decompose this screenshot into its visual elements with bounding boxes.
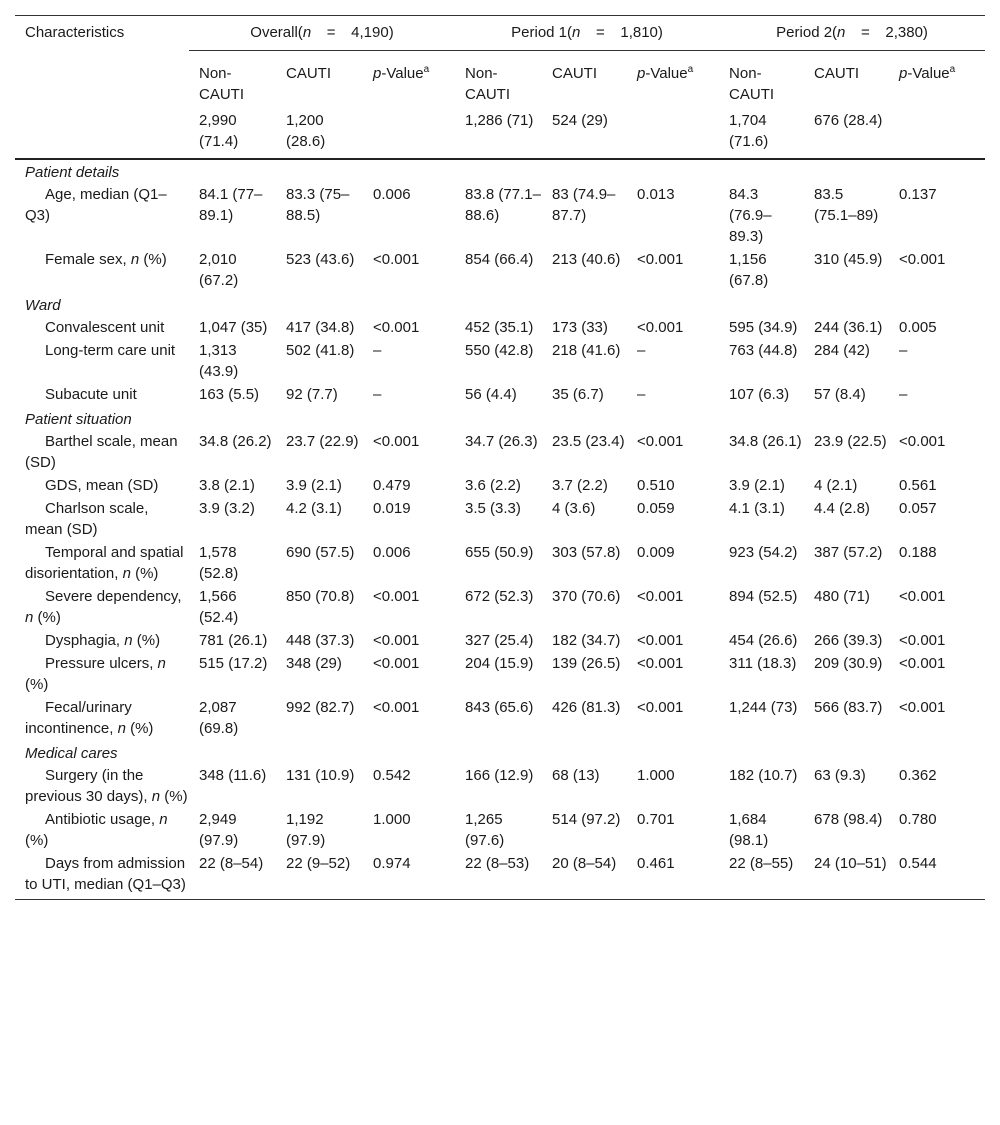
value-cell: 163 (5.5): [199, 386, 260, 403]
value-cell: 515 (17.2): [199, 655, 268, 672]
characteristics-header: Characteristics: [15, 16, 189, 58]
p-value-cell: 0.137: [899, 186, 937, 203]
value-cell: 311 (18.3): [729, 655, 797, 672]
p-value-cell: <0.001: [637, 588, 684, 605]
value-cell: 1,265 (97.6): [465, 811, 505, 849]
table-row: [15, 384, 985, 407]
value-cell: 34.7 (26.3): [465, 433, 538, 450]
value-cell: 3.6 (2.2): [465, 477, 521, 494]
p-value-cell: 0.561: [899, 477, 937, 494]
value-cell: 678 (98.4): [814, 811, 883, 828]
table-row: [15, 630, 985, 653]
value-cell: 1,313 (43.9): [199, 342, 239, 380]
value-cell: 348 (11.6): [199, 767, 267, 784]
value-cell: 894 (52.5): [729, 588, 798, 605]
count-cell: 2,990 (71.4): [189, 110, 276, 159]
value-cell: 173 (33): [552, 319, 608, 336]
value-cell: 672 (52.3): [465, 588, 534, 605]
value-cell: 92 (7.7): [286, 386, 338, 403]
value-cell: 502 (41.8): [286, 342, 355, 359]
value-cell: 131 (10.9): [286, 767, 355, 784]
p-value-cell: 0.006: [373, 544, 411, 561]
row-label: Temporal and spatial disorientation, n (%): [25, 544, 184, 582]
section-title: Patient details: [25, 164, 120, 181]
row-label: Dysphagia, n (%): [45, 632, 161, 649]
count-cell: 1,200 (28.6): [276, 110, 363, 159]
p-value-cell: <0.001: [373, 588, 420, 605]
count-empty: [15, 110, 189, 159]
p-value-cell: 0.974: [363, 853, 455, 900]
value-cell: 2,010 (67.2): [199, 251, 239, 289]
p-value-cell: –: [899, 342, 908, 359]
row-label: Barthel scale, mean (SD): [25, 433, 178, 471]
value-cell: 34.8 (26.2): [199, 433, 272, 450]
value-cell: 57 (8.4): [814, 386, 866, 403]
row-label: Charlson scale, mean (SD): [25, 500, 149, 538]
row-label: Surgery (in the previous 30 days), n (%): [25, 767, 188, 805]
value-cell: 480 (71): [814, 588, 870, 605]
value-cell: 139 (26.5): [552, 655, 621, 672]
value-cell: 523 (43.6): [286, 251, 355, 268]
p-value-cell: <0.001: [373, 699, 420, 716]
value-cell: 22 (8–55): [719, 853, 804, 900]
value-cell: 992 (82.7): [286, 699, 355, 716]
value-cell: 83 (74.9–87.7): [552, 186, 616, 224]
count-cell: [363, 110, 455, 159]
value-cell: 4.2 (3.1): [286, 500, 342, 517]
table-row: [15, 542, 985, 586]
value-cell: 303 (57.8): [552, 544, 621, 561]
p-value-cell: <0.001: [373, 655, 420, 672]
table-header: [15, 16, 985, 160]
value-cell: 1,566 (52.4): [199, 588, 239, 626]
p-value-cell: 0.701: [637, 811, 675, 828]
row-label: Long-term care unit: [45, 342, 176, 359]
value-cell: 182 (34.7): [552, 632, 621, 649]
p-value-cell: 0.362: [899, 767, 937, 784]
value-cell: 20 (8–54): [542, 853, 627, 900]
p-value-cell: <0.001: [899, 632, 946, 649]
value-cell: 1,192 (97.9): [286, 811, 326, 849]
p-value-cell: 0.479: [373, 477, 411, 494]
row-label: Severe dependency, n (%): [25, 588, 182, 626]
value-cell: 218 (41.6): [552, 342, 621, 359]
value-cell: 514 (97.2): [552, 811, 621, 828]
value-cell: 34.8 (26.1): [729, 433, 802, 450]
value-cell: 426 (81.3): [552, 699, 621, 716]
value-cell: 22 (9–52): [276, 853, 363, 900]
subheader-cauti: CAUTI: [814, 65, 860, 82]
value-cell: 22 (8–53): [455, 853, 542, 900]
value-cell: 3.9 (2.1): [286, 477, 342, 494]
table-row: [15, 809, 985, 853]
p-value-cell: –: [637, 386, 646, 403]
row-label: Convalescent unit: [45, 319, 165, 336]
value-cell: 182 (10.7): [729, 767, 798, 784]
value-cell: 4.4 (2.8): [814, 500, 870, 517]
section-header-row: [15, 741, 985, 765]
row-label: Pressure ulcers, n (%): [25, 655, 166, 693]
value-cell: 655 (50.9): [465, 544, 534, 561]
value-cell: 204 (15.9): [465, 655, 534, 672]
table-row: [15, 431, 985, 475]
value-cell: 68 (13): [552, 767, 600, 784]
table-row: [15, 317, 985, 340]
value-cell: 23.9 (22.5): [814, 433, 887, 450]
count-row: [15, 110, 985, 159]
value-cell: 22 (8–54): [189, 853, 276, 900]
count-cell: 1,704 (71.6): [719, 110, 804, 159]
p-value-cell: 1.000: [373, 811, 411, 828]
value-cell: 850 (70.8): [286, 588, 355, 605]
value-cell: 166 (12.9): [465, 767, 534, 784]
p-value-cell: 1.000: [637, 767, 675, 784]
table-row: [15, 249, 985, 293]
p-value-cell: –: [373, 386, 382, 403]
p-value-cell: –: [637, 342, 646, 359]
value-cell: 3.5 (3.3): [465, 500, 521, 517]
row-label: Antibiotic usage, n (%): [25, 811, 168, 849]
value-cell: 1,578 (52.8): [199, 544, 239, 582]
value-cell: 1,156 (67.8): [729, 251, 769, 289]
count-cell: [627, 110, 719, 159]
value-cell: 550 (42.8): [465, 342, 534, 359]
row-label: Fecal/urinary incontinence, n (%): [25, 699, 154, 737]
p-value-cell: 0.780: [899, 811, 937, 828]
table-row: [15, 586, 985, 630]
value-cell: 4 (2.1): [814, 477, 858, 494]
p-value-cell: –: [899, 386, 908, 403]
value-cell: 2,949 (97.9): [199, 811, 239, 849]
p-value-cell: <0.001: [899, 433, 946, 450]
count-cell: 524 (29): [542, 110, 627, 159]
table-body: [15, 159, 985, 900]
value-cell: 448 (37.3): [286, 632, 355, 649]
subheader-p-value: p-Value$^a$: [637, 64, 694, 82]
section-header-row: [15, 293, 985, 317]
value-cell: 84.3 (76.9–89.3): [729, 186, 772, 245]
value-cell: 595 (34.9): [729, 319, 798, 336]
subheader-cauti: CAUTI: [286, 65, 331, 82]
p-value-cell: 0.019: [373, 500, 411, 517]
count-cell: 676 (28.4): [804, 110, 889, 159]
subheader-non-cauti: Non- CAUTI: [465, 65, 511, 103]
value-cell: 209 (30.9): [814, 655, 883, 672]
section-title: Ward: [25, 297, 61, 314]
p-value-cell: <0.001: [637, 433, 684, 450]
p-value-cell: 0.006: [373, 186, 411, 203]
table-row: [15, 475, 985, 498]
p-value-cell: <0.001: [899, 251, 946, 268]
table-row: [15, 340, 985, 384]
section-header-row: [15, 159, 985, 184]
subheader-empty: [15, 57, 189, 110]
value-cell: 854 (66.4): [465, 251, 534, 268]
value-cell: 370 (70.6): [552, 588, 621, 605]
value-cell: 63 (9.3): [814, 767, 866, 784]
p-value-cell: <0.001: [373, 632, 420, 649]
subheader-cauti: CAUTI: [552, 65, 598, 82]
value-cell: 83.8 (77.1–88.6): [465, 186, 541, 224]
group-header-row: [15, 16, 985, 58]
value-cell: 1,684 (98.1): [729, 811, 769, 849]
table-row: [15, 853, 985, 900]
p-value-cell: <0.001: [637, 319, 684, 336]
value-cell: 213 (40.6): [552, 251, 621, 268]
value-cell: 843 (65.6): [465, 699, 534, 716]
p-value-cell: 0.544: [889, 853, 985, 900]
value-cell: 690 (57.5): [286, 544, 355, 561]
value-cell: 56 (4.4): [465, 386, 517, 403]
value-cell: 3.8 (2.1): [199, 477, 255, 494]
group-period2-header: Period 2(n = 2,380): [719, 16, 985, 58]
value-cell: 452 (35.1): [465, 319, 534, 336]
p-value-cell: <0.001: [899, 699, 946, 716]
value-cell: 387 (57.2): [814, 544, 883, 561]
value-cell: 763 (44.8): [729, 342, 798, 359]
p-value-cell: 0.005: [899, 319, 937, 336]
value-cell: 3.9 (2.1): [729, 477, 785, 494]
value-cell: 1,047 (35): [199, 319, 268, 336]
value-cell: 23.5 (23.4): [552, 433, 625, 450]
value-cell: 417 (34.8): [286, 319, 355, 336]
section-title: Patient situation: [25, 411, 132, 428]
p-value-cell: <0.001: [637, 251, 684, 268]
p-value-cell: <0.001: [373, 251, 420, 268]
value-cell: 23.7 (22.9): [286, 433, 359, 450]
section-header-row: [15, 407, 985, 431]
value-cell: 83.3 (75–88.5): [286, 186, 350, 224]
group-overall-header: Overall(n = 4,190): [189, 16, 455, 58]
p-value-cell: 0.057: [899, 500, 937, 517]
value-cell: 2,087 (69.8): [199, 699, 239, 737]
p-value-cell: 0.009: [637, 544, 675, 561]
value-cell: 566 (83.7): [814, 699, 883, 716]
p-value-cell: <0.001: [637, 699, 684, 716]
table-row: [15, 653, 985, 697]
p-value-cell: <0.001: [899, 655, 946, 672]
group-period1-header: Period 1(n = 1,810): [455, 16, 719, 58]
value-cell: 3.9 (3.2): [199, 500, 255, 517]
subheader-row: [15, 57, 985, 110]
p-value-cell: <0.001: [373, 319, 420, 336]
table-row: [15, 184, 985, 249]
p-value-cell: 0.013: [637, 186, 675, 203]
value-cell: 84.1 (77–89.1): [199, 186, 263, 224]
value-cell: 310 (45.9): [814, 251, 883, 268]
value-cell: 781 (26.1): [199, 632, 268, 649]
table-row: [15, 697, 985, 741]
value-cell: 24 (10–51): [804, 853, 889, 900]
count-cell: 1,286 (71): [455, 110, 542, 159]
row-label: Subacute unit: [45, 386, 137, 403]
p-value-cell: <0.001: [637, 655, 684, 672]
value-cell: 1,244 (73): [729, 699, 798, 716]
value-cell: 327 (25.4): [465, 632, 534, 649]
p-value-cell: <0.001: [899, 588, 946, 605]
characteristics-table: [15, 15, 985, 900]
p-value-cell: 0.059: [637, 500, 675, 517]
p-value-cell: 0.510: [637, 477, 675, 494]
p-value-cell: <0.001: [637, 632, 684, 649]
row-label: Days from admission to UTI, median (Q1–Q3): [15, 853, 189, 900]
subheader-p-value: p-Value$^a$: [899, 64, 956, 82]
value-cell: 923 (54.2): [729, 544, 798, 561]
row-label: GDS, mean (SD): [45, 477, 159, 494]
table-row: [15, 765, 985, 809]
p-value-cell: –: [373, 342, 382, 359]
value-cell: 348 (29): [286, 655, 342, 672]
value-cell: 284 (42): [814, 342, 870, 359]
table-row: [15, 498, 985, 542]
subheader-non-cauti: Non- CAUTI: [199, 65, 244, 103]
value-cell: 35 (6.7): [552, 386, 604, 403]
value-cell: 3.7 (2.2): [552, 477, 608, 494]
value-cell: 107 (6.3): [729, 386, 790, 403]
p-value-cell: 0.188: [899, 544, 937, 561]
p-value-cell: <0.001: [373, 433, 420, 450]
value-cell: 266 (39.3): [814, 632, 883, 649]
p-value-cell: 0.461: [627, 853, 719, 900]
count-cell: [889, 110, 985, 159]
value-cell: 4.1 (3.1): [729, 500, 785, 517]
value-cell: 4 (3.6): [552, 500, 596, 517]
subheader-p-value: p-Value$^a$: [373, 64, 430, 82]
subheader-non-cauti: Non- CAUTI: [729, 65, 775, 103]
p-value-cell: 0.542: [373, 767, 411, 784]
value-cell: 454 (26.6): [729, 632, 798, 649]
section-title: Medical cares: [25, 745, 118, 762]
row-label: Female sex, n (%): [45, 251, 167, 268]
value-cell: 83.5 (75.1–89): [814, 186, 879, 224]
value-cell: 244 (36.1): [814, 319, 883, 336]
row-label: Age, median (Q1–Q3): [25, 186, 167, 224]
